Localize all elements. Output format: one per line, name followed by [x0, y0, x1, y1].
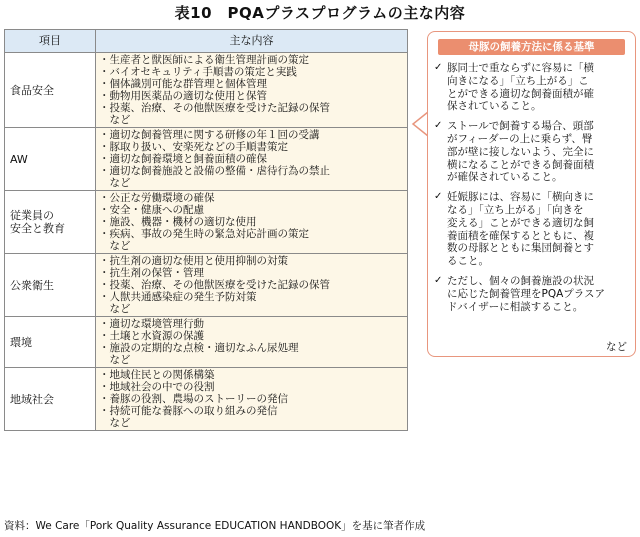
- content-line: ・個体識別可能な群管理と個体管理: [99, 78, 267, 90]
- content-line: など: [99, 114, 131, 126]
- content-line: ・疾病、事故の発生時の緊急対応計画の策定: [99, 228, 309, 240]
- content-line: など: [99, 303, 131, 315]
- content-line: ・土壌と水資源の保護: [99, 330, 204, 342]
- row-content: [96, 368, 408, 431]
- header-category: 項目: [5, 30, 96, 53]
- callout-item-text: [447, 275, 605, 313]
- content-line: ・生産者と獣医師による衛生管理計画の策定: [99, 54, 309, 66]
- content-line: ・バイオセキュリティ手順書の策定と実践: [99, 66, 297, 78]
- callout-line: に応じた飼養管理をPQAプラスア: [447, 287, 605, 300]
- callout-line: 数の母豚とともに集団飼養とす: [447, 242, 594, 255]
- content-line: ・地域社会の中での役割: [99, 381, 215, 393]
- row-category: 食品安全: [5, 53, 96, 128]
- checkmark-icon: ✓: [434, 191, 443, 203]
- callout-line: ること。: [447, 255, 489, 268]
- callout-line: が確保されていること。: [447, 171, 563, 184]
- sow-standards-callout: [427, 31, 636, 357]
- row-content: [96, 317, 408, 368]
- table-row: [5, 128, 408, 191]
- content-line: ・適切な飼養環境と飼養面積の確保: [99, 153, 267, 165]
- callout-line: なる」「立ち上がる」「向きを: [447, 203, 584, 216]
- row-content: [96, 191, 408, 254]
- content-line: ・公正な労働環境の確保: [99, 192, 215, 204]
- content-line: ・安全・健康への配慮: [99, 204, 204, 216]
- callout-line: ストールで飼養する場合、頭部: [447, 120, 594, 133]
- row-category: AW: [5, 128, 96, 191]
- content-line: など: [99, 354, 131, 366]
- content-line: ・抗生剤の適切な使用と使用抑制の対策: [99, 255, 288, 267]
- table-header-row: [5, 30, 408, 53]
- callout-item: [434, 275, 632, 313]
- callout-items: [434, 62, 632, 320]
- table-row: [5, 53, 408, 128]
- content-line: ・適切な環境管理行動: [99, 318, 204, 330]
- callout-item-text: [447, 120, 594, 184]
- content-line: ・投薬、治療、その他獣医療を受けた記録の保管: [99, 279, 330, 291]
- table-row: [5, 368, 408, 431]
- content-line: ・施設、機器・機材の適切な使用: [99, 216, 257, 228]
- callout-line: 向きになる」「立ち上がる」こ: [447, 74, 589, 87]
- content-line: ・豚取り扱い、安楽死などの手順書策定: [99, 141, 288, 153]
- row-category: 地域社会: [5, 368, 96, 431]
- content-line: ・適切な飼養施設と設備の整備・虐待行為の禁止: [99, 165, 330, 177]
- row-category: 環境: [5, 317, 96, 368]
- content-line: ・動物用医薬品の適切な使用と保管: [99, 90, 267, 102]
- callout-line: ただし、個々の飼養施設の状況: [447, 274, 594, 287]
- callout-end-note: など: [606, 341, 627, 353]
- callout-line: 妊娠豚には、容易に「横向きに: [447, 191, 594, 204]
- callout-line: 部が壁に接しないよう、完全に: [447, 145, 594, 158]
- checkmark-icon: ✓: [434, 120, 443, 132]
- callout-line: 豚同士で重ならずに容易に「横: [447, 62, 594, 74]
- callout-line: 保されていること。: [447, 100, 542, 113]
- row-content: [96, 128, 408, 191]
- content-line: ・抗生剤の保管・管理: [99, 267, 204, 279]
- content-line: ・地域住民との関係構築: [99, 369, 215, 381]
- content-line: など: [99, 177, 131, 189]
- callout-item-text: [447, 191, 594, 268]
- source-note: 資料：We Care「Pork Quality Assurance EDUCATION HANDBOOK」を基に筆者作成: [4, 520, 426, 532]
- callout-line: がフィーダーの上に乗らず、臀: [447, 132, 593, 145]
- callout-line: ドバイザーに相談すること。: [447, 300, 584, 313]
- content-line: など: [99, 417, 131, 429]
- row-category: 公衆衛生: [5, 254, 96, 317]
- row-content: [96, 254, 408, 317]
- table-row: [5, 317, 408, 368]
- table-row: [5, 254, 408, 317]
- callout-title: 母豚の飼養方法に係る基準: [438, 39, 625, 55]
- row-content: [96, 53, 408, 128]
- row-category: 従業員の 安全と教育: [5, 191, 96, 254]
- checkmark-icon: ✓: [434, 274, 443, 286]
- callout-item: [434, 62, 632, 113]
- content-line: ・養豚の役割、農場のストーリーの発信: [99, 393, 288, 405]
- table-row: [5, 191, 408, 254]
- callout-line: とができる適切な飼養面積が確: [447, 87, 594, 100]
- content-line: ・人獣共通感染症の発生予防対策: [99, 291, 257, 303]
- content-line: ・施設の定期的な点検・適切なふん尿処理: [99, 342, 299, 354]
- content-line: ・投薬、治療、その他獣医療を受けた記録の保管: [99, 102, 330, 114]
- header-content: 主な内容: [96, 30, 408, 53]
- content-line: ・適切な飼養管理に関する研修の年１回の受講: [99, 129, 320, 141]
- checkmark-icon: ✓: [434, 62, 443, 73]
- pqa-content-table: [4, 29, 408, 431]
- callout-line: 養面積を確保するとともに、複: [447, 229, 594, 242]
- callout-item-text: [447, 62, 594, 113]
- callout-line: 変える」ことができる適切な飼: [447, 216, 594, 229]
- callout-item: [434, 120, 632, 184]
- table-title: 表10 PQAプラスプログラムの主な内容: [174, 4, 466, 22]
- callout-item: [434, 191, 632, 268]
- callout-line: 横になることができる飼養面積: [447, 158, 594, 171]
- content-line: など: [99, 240, 131, 252]
- content-line: ・持続可能な養豚への取り組みの発信: [99, 405, 278, 417]
